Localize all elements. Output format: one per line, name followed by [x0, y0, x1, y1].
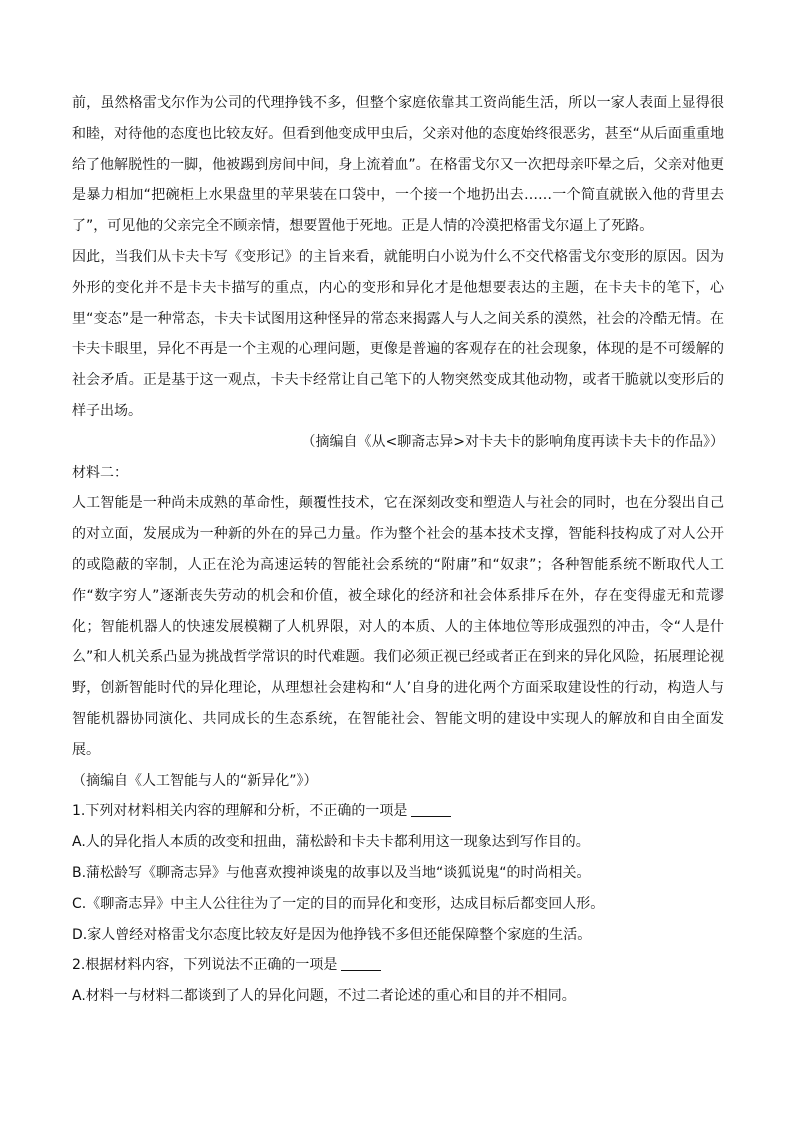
question-1-stem: [72, 796, 724, 827]
question-1-option-c: C.《聊斋志异》中主人公往往为了一定的目的而异化和变形，达成目标后都变回人形。: [72, 895, 605, 912]
paragraph-ai-alienation: 人工智能是一种尚未成熟的革命性，颠覆性技术，它在深刻改变和塑造人与社会的同时，也在分裂出自己的对立面，发展成为一种新的外在的异己力量。作为整个社会的基本技术支撑，智能科技构成了对人公开的或隐蔽的宰制，人正在沦为高速运转的智能社会系统的“附庸”和“奴隶”；各种智能系统不断取代人工作“数字穷人”逐渐丧失劳动的机会和价值，被全球化的经济和社会体系排斥在外，存在变得虚无和荒谬化；智能机器人的快速发展模糊了人机界限，对人的本质、人的主体地位等形成强烈的冲击，令“人是什么”和人机关系凸显为挑战哲学常识的时代难题。我们必须正视已经或者正在到来的异化风险，拓展理论视野，创新智能时代的异化理论，从理想社会建构和“人’自身的进化两个方面采取建设性的行动，构造人与智能机器协同演化、共同成长的生态系统，在智能社会、智能文明的建设中实现人的解放和自由全面发展。: [72, 495, 724, 758]
source-citation-1: （摘编自《从<聊斋志异>对卡夫卡的影响角度再读卡夫卡的作品》）: [301, 433, 724, 450]
question-1-option-b: B.蒲松龄写《聊斋志异》与他喜欢搜神谈鬼的故事以及当地“谈狐说鬼“的时尚相关。: [72, 864, 591, 881]
answer-blank-2[interactable]: [341, 956, 381, 971]
paragraph-kafka-theme: 因此，当我们从卡夫卡写《变形记》的主旨来看，就能明白小说为什么不交代格雷戈尔变形的原因。因为外形的变化并不是卡夫卡描写的重点，内心的变形和异化才是他想要表达的主题，在卡夫卡的笔下，心里“变态”是一种常态，卡夫卡试图用这种怪异的常态来揭露人与人之间关系的漠然，社会的冷酷无情。在卡夫卡眼里，异化不再是一个主观的心理问题，更像是普遍的客观存在的社会现象，体现的是不可缓解的社会矛盾。正是基于这一观点，卡夫卡经常让自己笔下的人物突然变成其他动物，或者干脆就以变形后的样子出场。: [72, 248, 724, 419]
question-2-text: 2.根据材料内容，下列说法不正确的一项是: [72, 957, 338, 974]
material-two-heading: 材料二：: [72, 464, 128, 481]
question-1-text: 1.下列对材料相关内容的理解和分析，不正确的一项是: [72, 803, 408, 820]
question-2-option-a: A.材料一与材料二都谈到了人的异化问题，不过二者论述的重心和目的并不相同。: [72, 988, 576, 1005]
question-1-option-d: D.家人曾经对格雷戈尔态度比较友好是因为他挣钱不多但还能保障整个家庭的生活。: [72, 926, 592, 943]
source-citation-2: （摘编自《人工智能与人的“新异化”》）: [72, 772, 318, 789]
paragraph-kafka-family: 前，虽然格雷戈尔作为公司的代理挣钱不多，但整个家庭依靠其工资尚能生活，所以一家人表面上显得很和睦，对待他的态度也比较友好。但看到他变成甲虫后，父亲对他的态度始终很恶劣，甚至“从后面重重地给了他解脱性的一脚，他被踢到房间中间，身上流着血”。在格雷戈尔又一次把母亲吓晕之后，父亲对他更是暴力相加“把碗柜上水果盘里的苹果装在口袋中，一个接一个地扔出去……一个简直就嵌入他的背里去了”，可见他的父亲完全不顾亲情，想要置他于死地。正是人情的冷漠把格雷戈尔逼上了死路。: [72, 95, 724, 235]
answer-blank-1[interactable]: [411, 802, 451, 817]
document-page: [72, 88, 724, 1012]
question-1-option-a: A.人的异化指人本质的改变和扭曲，蒲松龄和卡夫卡都利用这一现象达到写作目的。: [72, 834, 590, 851]
question-2-stem: [72, 950, 724, 981]
